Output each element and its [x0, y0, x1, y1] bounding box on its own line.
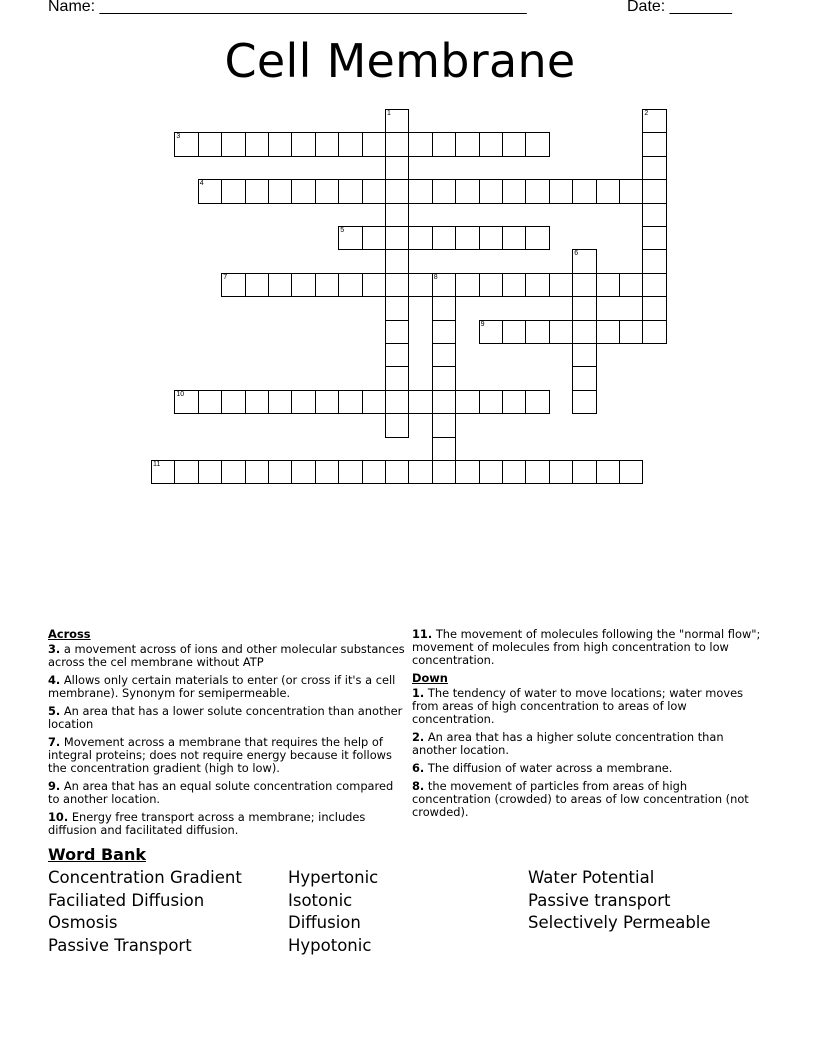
crossword-cell[interactable] [572, 179, 596, 203]
crossword-cell[interactable] [315, 132, 339, 156]
word-bank-item: Osmosis [48, 913, 118, 933]
crossword-cell[interactable] [385, 156, 409, 180]
crossword-cell[interactable] [385, 132, 409, 156]
crossword-cell[interactable] [245, 460, 269, 484]
crossword-clue-number: 10 [176, 390, 185, 398]
crossword-cell[interactable] [385, 249, 409, 273]
crossword-cell[interactable] [525, 273, 549, 297]
date-field-label: Date: _______ [627, 0, 732, 15]
crossword-cell[interactable] [572, 273, 596, 297]
crossword-cell[interactable] [315, 273, 339, 297]
crossword-clue-number: 1 [387, 110, 391, 117]
crossword-cell[interactable] [385, 203, 409, 227]
crossword-cell[interactable] [385, 296, 409, 320]
crossword-cell[interactable] [642, 320, 666, 344]
crossword-cell[interactable] [642, 203, 666, 227]
crossword-cell[interactable] [479, 273, 503, 297]
crossword-cell[interactable] [432, 320, 456, 344]
crossword-cell[interactable] [479, 390, 503, 414]
crossword-cell[interactable] [315, 390, 339, 414]
crossword-clue-number: 3 [176, 133, 181, 141]
crossword-cell[interactable] [198, 390, 222, 414]
word-bank-column-2 [288, 867, 378, 958]
crossword-cell[interactable] [385, 320, 409, 344]
clue-across-11: 11. The movement of molecules following the "normal flow"; movement of molecules from high concentration to low concentration. [412, 627, 761, 667]
crossword-cell[interactable] [385, 390, 409, 414]
crossword-cell[interactable] [549, 320, 573, 344]
crossword-cell[interactable] [525, 460, 549, 484]
crossword-cell[interactable] [385, 343, 409, 367]
clue-across-7: 7. Movement across a membrane that requires the help of integral proteins; does not require energy because it follows the concentration gradient (high to low). [48, 735, 392, 775]
crossword-cell[interactable] [596, 273, 620, 297]
crossword-cell[interactable] [338, 273, 362, 297]
crossword-cell[interactable] [596, 320, 620, 344]
crossword-cell[interactable] [572, 296, 596, 320]
crossword-cell[interactable] [385, 226, 409, 250]
crossword-cell[interactable] [619, 460, 643, 484]
crossword-cell[interactable] [549, 460, 573, 484]
crossword-cell[interactable] [408, 132, 432, 156]
clue-down-2: 2. An area that has a higher solute concentration than another location. [412, 730, 724, 757]
crossword-clue-number: 8 [433, 273, 438, 281]
crossword-cell[interactable] [572, 390, 596, 414]
crossword-cell[interactable] [338, 179, 362, 203]
crossword-cell[interactable] [642, 179, 666, 203]
crossword-cell[interactable] [432, 226, 456, 250]
crossword-cell[interactable] [268, 132, 292, 156]
crossword-cell[interactable] [619, 320, 643, 344]
word-bank-title: Word Bank [48, 845, 147, 864]
crossword-clue-number: 4 [199, 180, 204, 188]
crossword-cell[interactable] [432, 460, 456, 484]
crossword-cell[interactable] [502, 132, 526, 156]
crossword-cell[interactable] [408, 226, 432, 250]
crossword-cell[interactable] [572, 343, 596, 367]
crossword-cell[interactable] [221, 390, 245, 414]
crossword-cell[interactable] [479, 460, 503, 484]
word-bank-item: Diffusion [288, 913, 361, 933]
crossword-cell[interactable] [245, 132, 269, 156]
clue-across-9: 9. An area that has an equal solute concentration compared to another location. [48, 779, 394, 806]
crossword-cell[interactable] [502, 179, 526, 203]
crossword-cell[interactable] [479, 132, 503, 156]
crossword-clue-number: 7 [223, 273, 228, 281]
crossword-cell[interactable] [174, 460, 198, 484]
crossword-cell[interactable] [455, 226, 479, 250]
crossword-cell[interactable] [385, 460, 409, 484]
crossword-clue-number: 5 [340, 227, 345, 234]
crossword-cell[interactable] [525, 390, 549, 414]
word-bank-item: Passive transport [528, 890, 671, 910]
crossword-cell[interactable] [245, 179, 269, 203]
crossword-cell[interactable] [338, 132, 362, 156]
crossword-cell[interactable] [362, 179, 386, 203]
crossword-cell[interactable] [642, 132, 666, 156]
clue-across-4: 4. Allows only certain materials to enter (or cross if it's a cell membrane). Synonym for semipermeable. [48, 673, 396, 700]
crossword-cell[interactable] [432, 390, 456, 414]
crossword-cell[interactable] [362, 460, 386, 484]
word-bank-column-1 [48, 867, 242, 958]
word-bank-item: Passive Transport [48, 936, 192, 956]
crossword-cell[interactable] [221, 132, 245, 156]
crossword-cell[interactable] [455, 273, 479, 297]
crossword-cell[interactable] [245, 390, 269, 414]
crossword-cell[interactable] [502, 273, 526, 297]
word-bank-column-3 [528, 867, 711, 935]
crossword-cell[interactable] [502, 390, 526, 414]
crossword-cell[interactable] [619, 179, 643, 203]
crossword-cell[interactable] [408, 390, 432, 414]
crossword-cell[interactable] [455, 460, 479, 484]
crossword-cell[interactable] [385, 413, 409, 437]
word-bank-item: Concentration Gradient [48, 868, 242, 887]
crossword-cell[interactable] [362, 226, 386, 250]
crossword-cell[interactable] [432, 413, 456, 437]
crossword-cell[interactable] [479, 179, 503, 203]
crossword-cell[interactable] [221, 179, 245, 203]
down-heading: Down [412, 671, 448, 685]
crossword-cell[interactable] [315, 460, 339, 484]
crossword-cell[interactable] [572, 366, 596, 390]
crossword-cell[interactable] [432, 179, 456, 203]
crossword-cell[interactable] [525, 226, 549, 250]
crossword-cell[interactable] [432, 437, 456, 461]
word-bank-item: Faciliated Diffusion [48, 890, 205, 910]
crossword-cell[interactable] [315, 179, 339, 203]
crossword-cell[interactable] [642, 249, 666, 273]
crossword-cell[interactable] [432, 296, 456, 320]
crossword-cell[interactable] [385, 179, 409, 203]
clue-down-6: 6. The diffusion of water across a membrane. [412, 761, 673, 775]
crossword-cell[interactable] [596, 460, 620, 484]
crossword-cell[interactable] [549, 179, 573, 203]
crossword-cell[interactable] [385, 273, 409, 297]
crossword-cell[interactable] [619, 273, 643, 297]
crossword-cell[interactable] [221, 460, 245, 484]
crossword-cell[interactable] [455, 132, 479, 156]
crossword-cell[interactable] [455, 390, 479, 414]
word-bank-item: Selectively Permeable [528, 913, 711, 933]
crossword-cell[interactable] [502, 320, 526, 344]
crossword-cell[interactable] [479, 226, 503, 250]
crossword-cell[interactable] [198, 460, 222, 484]
crossword-cell[interactable] [291, 179, 315, 203]
crossword-clue-number: 2 [644, 110, 649, 117]
crossword-cell[interactable] [525, 179, 549, 203]
crossword-cell[interactable] [572, 320, 596, 344]
crossword-cell[interactable] [362, 132, 386, 156]
crossword-cell[interactable] [642, 156, 666, 180]
crossword-cell[interactable] [408, 179, 432, 203]
crossword-cell[interactable] [408, 460, 432, 484]
crossword-cell[interactable] [268, 273, 292, 297]
crossword-cell[interactable] [268, 390, 292, 414]
down-clues-column [412, 628, 767, 824]
crossword-cell[interactable] [525, 132, 549, 156]
crossword-cell[interactable] [362, 273, 386, 297]
page-title: Cell Membrane [224, 34, 576, 88]
crossword-cell[interactable] [432, 366, 456, 390]
crossword-cell[interactable] [291, 460, 315, 484]
clue-across-3: 3. a movement across of ions and other molecular substances across the cel membrane without ATP [48, 642, 405, 669]
crossword-cell[interactable] [291, 132, 315, 156]
clue-across-5: 5. An area that has a lower solute concentration than another location [48, 704, 403, 731]
word-bank-item: Hypotonic [288, 936, 372, 956]
clue-down-8: 8. the movement of particles from areas of high concentration (crowded) to areas of low concentration (not crowded). [412, 779, 749, 819]
crossword-cell[interactable] [362, 390, 386, 414]
name-field-label: Name: ________________________________________________ [48, 0, 527, 15]
crossword-cell[interactable] [596, 179, 620, 203]
crossword-cell[interactable] [572, 460, 596, 484]
crossword-cell[interactable] [549, 273, 573, 297]
crossword-cell[interactable] [291, 390, 315, 414]
crossword-clue-number: 6 [574, 250, 579, 258]
crossword-cell[interactable] [455, 179, 479, 203]
word-bank-item: Hypertonic [288, 868, 379, 887]
crossword-cell[interactable] [198, 132, 222, 156]
crossword-cell[interactable] [525, 320, 549, 344]
crossword-cell[interactable] [502, 460, 526, 484]
across-clues-column [48, 628, 408, 842]
crossword-cell[interactable] [385, 366, 409, 390]
clue-across-10: 10. Energy free transport across a membrane; includes diffusion and facilitated diffusion. [48, 810, 366, 837]
crossword-cell[interactable] [642, 226, 666, 250]
across-heading: Across [48, 627, 91, 641]
crossword-cell[interactable] [432, 343, 456, 367]
crossword-cell[interactable] [408, 273, 432, 297]
crossword-cell[interactable] [642, 273, 666, 297]
word-bank-item: Isotonic [288, 890, 353, 910]
crossword-cell[interactable] [268, 179, 292, 203]
crossword-cell[interactable] [502, 226, 526, 250]
crossword-cell[interactable] [245, 273, 269, 297]
crossword-cell[interactable] [291, 273, 315, 297]
crossword-clue-number: 9 [480, 320, 485, 328]
crossword-cell[interactable] [338, 390, 362, 414]
word-bank-item: Water Potential [528, 868, 655, 887]
crossword-cell[interactable] [268, 460, 292, 484]
clue-down-1: 1. The tendency of water to move locations; water moves from areas of high concentration to areas of low concentration. [412, 686, 744, 726]
crossword-cell[interactable] [432, 132, 456, 156]
crossword-clue-number: 11 [153, 461, 161, 468]
crossword-cell[interactable] [642, 296, 666, 320]
crossword-cell[interactable] [338, 460, 362, 484]
